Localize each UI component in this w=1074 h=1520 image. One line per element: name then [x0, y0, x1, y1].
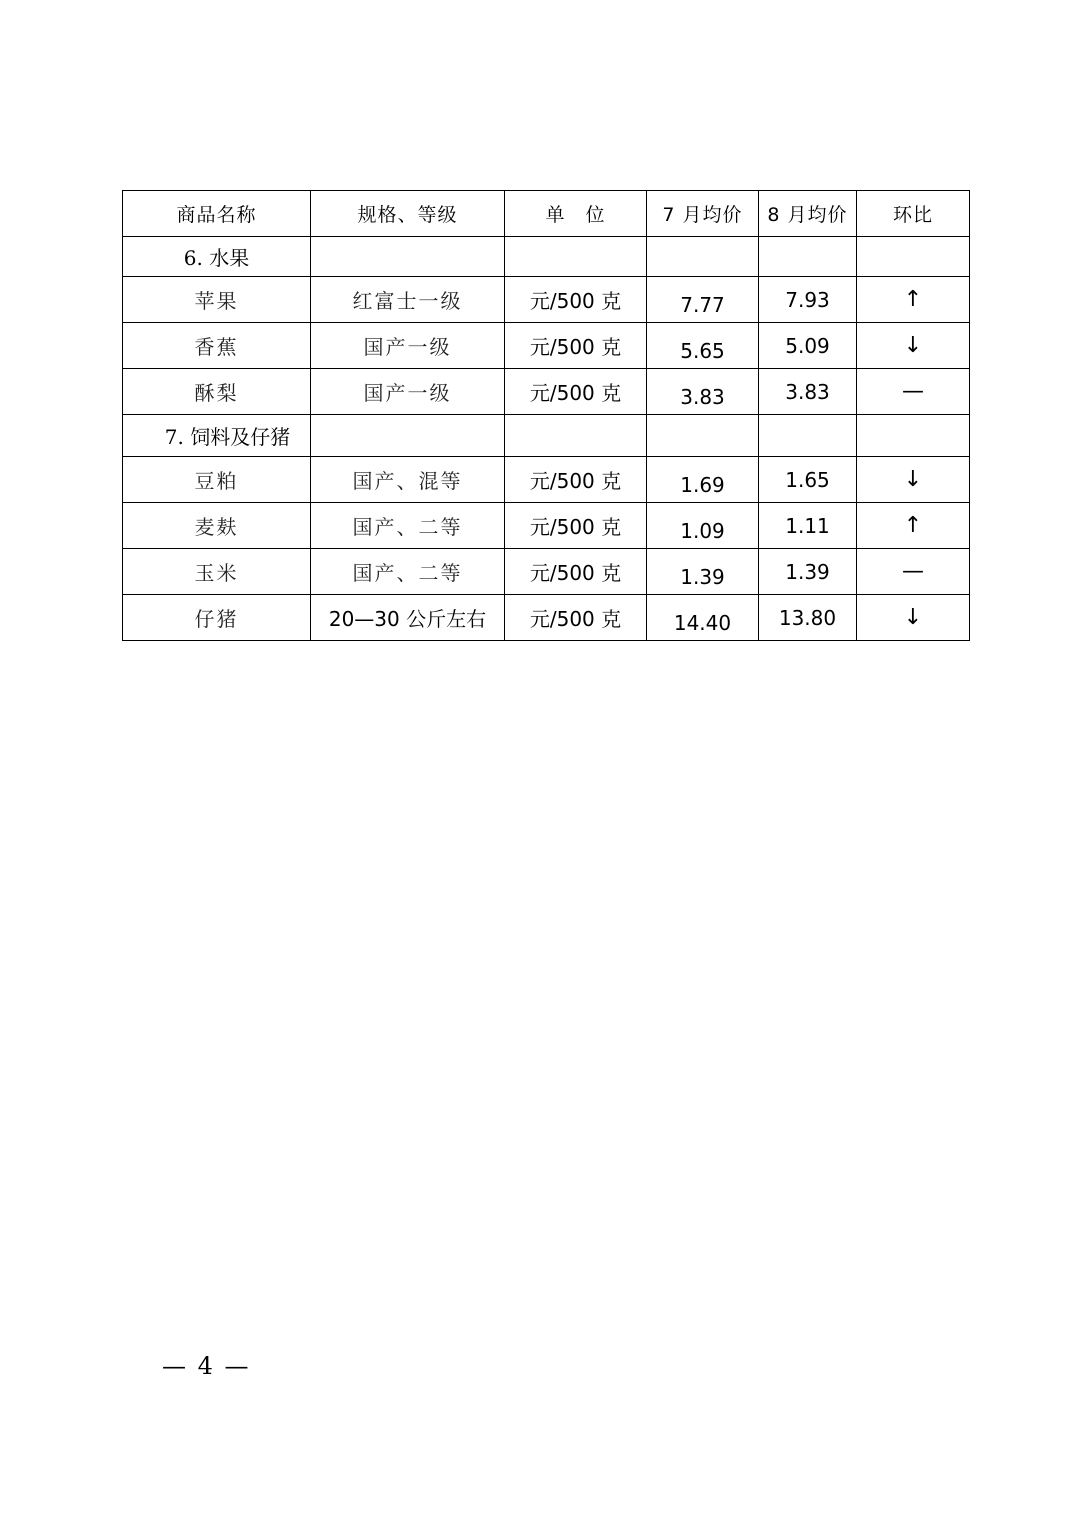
- table-row: [123, 549, 970, 595]
- item-august-price: 1.65: [759, 457, 857, 503]
- page-number: — 4 —: [162, 1352, 251, 1380]
- item-unit: 元/500 克: [505, 457, 647, 503]
- change-arrow: ↑: [857, 277, 970, 323]
- item-spec: 国产、混等: [311, 457, 505, 503]
- section-title: 7. 饲料及仔猪: [123, 415, 311, 457]
- item-august-price: 7.93: [759, 277, 857, 323]
- change-arrow: ↓: [857, 457, 970, 503]
- item-spec: 国产、二等: [311, 503, 505, 549]
- table-row: [123, 503, 970, 549]
- item-spec: 国产一级: [311, 369, 505, 415]
- table-header-row: [123, 191, 970, 237]
- item-spec: 国产一级: [311, 323, 505, 369]
- table-row: [123, 277, 970, 323]
- table-row: [123, 369, 970, 415]
- price-table: [122, 190, 970, 641]
- item-july-price: 1.69: [647, 457, 759, 503]
- item-unit: 元/500 克: [505, 369, 647, 415]
- table-row: [123, 457, 970, 503]
- header-change: 环比: [857, 191, 970, 237]
- item-august-price: 13.80: [759, 595, 857, 641]
- header-name: 商品名称: [123, 191, 311, 237]
- item-name: 仔猪: [123, 595, 311, 641]
- item-july-price: 1.09: [647, 503, 759, 549]
- change-arrow: —: [857, 369, 970, 415]
- change-arrow: ↓: [857, 323, 970, 369]
- item-unit: 元/500 克: [505, 549, 647, 595]
- item-july-price: 14.40: [647, 595, 759, 641]
- item-name: 酥梨: [123, 369, 311, 415]
- item-name: 苹果: [123, 277, 311, 323]
- section-title: 6. 水果: [123, 237, 311, 277]
- table-row: [123, 595, 970, 641]
- section-row: [123, 237, 970, 277]
- item-july-price: 1.39: [647, 549, 759, 595]
- item-august-price: 1.11: [759, 503, 857, 549]
- change-arrow: ↓: [857, 595, 970, 641]
- item-name: 豆粕: [123, 457, 311, 503]
- item-unit: 元/500 克: [505, 323, 647, 369]
- header-august: 8 月均价: [759, 191, 857, 237]
- item-august-price: 5.09: [759, 323, 857, 369]
- item-unit: 元/500 克: [505, 277, 647, 323]
- item-name: 香蕉: [123, 323, 311, 369]
- item-spec: 国产、二等: [311, 549, 505, 595]
- change-arrow: ↑: [857, 503, 970, 549]
- item-july-price: 3.83: [647, 369, 759, 415]
- item-spec: 20—30 公斤左右: [311, 595, 505, 641]
- item-july-price: 5.65: [647, 323, 759, 369]
- table-row: [123, 323, 970, 369]
- item-unit: 元/500 克: [505, 595, 647, 641]
- header-spec: 规格、等级: [311, 191, 505, 237]
- header-july: 7 月均价: [647, 191, 759, 237]
- header-unit: 单 位: [505, 191, 647, 237]
- item-spec: 红富士一级: [311, 277, 505, 323]
- change-arrow: —: [857, 549, 970, 595]
- item-name: 玉米: [123, 549, 311, 595]
- section-row: [123, 415, 970, 457]
- item-name: 麦麸: [123, 503, 311, 549]
- item-july-price: 7.77: [647, 277, 759, 323]
- item-unit: 元/500 克: [505, 503, 647, 549]
- item-august-price: 1.39: [759, 549, 857, 595]
- item-august-price: 3.83: [759, 369, 857, 415]
